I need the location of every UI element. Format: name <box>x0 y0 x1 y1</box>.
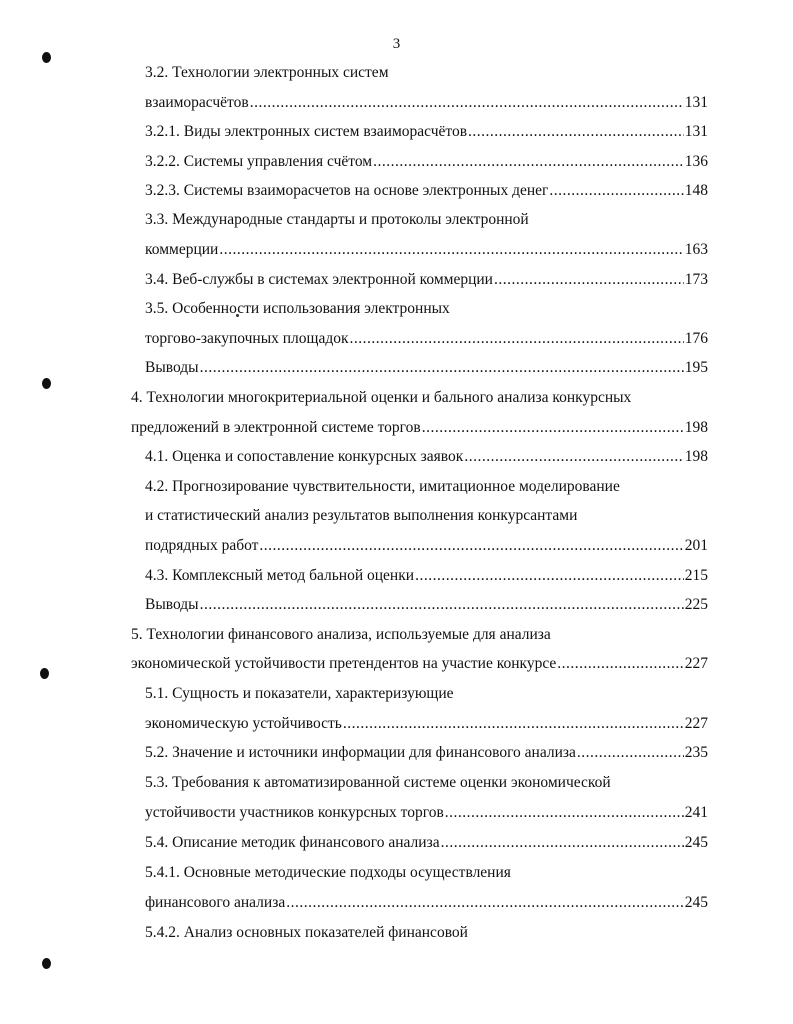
toc-entry-title: 5.4.1. Основные методические подходы осуществления <box>145 864 511 881</box>
toc-entry-title: 5.4. Описание методик финансового анализа <box>145 834 440 851</box>
toc-entry-3-5-cont[interactable] <box>145 328 708 350</box>
toc-entry-4-1[interactable] <box>145 446 708 468</box>
toc-entry-title: торгово-закупочных площадок <box>145 330 349 347</box>
toc-entry-3-5[interactable] <box>145 298 450 320</box>
toc-entry-title: 4.3. Комплексный метод бальной оценки <box>145 567 415 584</box>
toc-entry-title: 3.3. Международные стандарты и протоколы электронной <box>145 211 529 228</box>
toc-entry-4-3[interactable] <box>145 565 708 587</box>
toc-page-number: 245 <box>684 894 708 911</box>
toc-page-number: 225 <box>684 596 708 613</box>
toc-entry-title: 5.1. Сущность и показатели, характеризующие <box>145 685 454 702</box>
toc-entry-5-1[interactable] <box>145 683 454 705</box>
dot-leader <box>250 92 684 114</box>
toc-entry-title: 5.2. Значение и источники информации для финансового анализа <box>145 744 576 761</box>
toc-entry-3-3[interactable] <box>145 209 529 231</box>
dot-leader <box>422 417 684 439</box>
toc-entry-conclusions-3[interactable] <box>145 357 708 379</box>
punch-hole-mark <box>42 958 51 969</box>
toc-chapter-5[interactable] <box>131 624 551 646</box>
toc-entry-title: 5. Технологии финансового анализа, используемые для анализа <box>131 626 551 643</box>
toc-page-number: 235 <box>684 744 708 761</box>
toc-entry-title: Выводы <box>145 359 199 376</box>
toc-entry-title: экономической устойчивости претендентов на участие конкурсе <box>131 655 557 672</box>
dot-leader <box>373 151 684 173</box>
toc-page-number: 245 <box>684 834 708 851</box>
dot-leader <box>549 180 683 202</box>
toc-entry-5-4-1[interactable] <box>145 862 511 884</box>
toc-entry-5-2[interactable] <box>145 742 708 764</box>
toc-page-number: 198 <box>684 419 708 436</box>
dot-leader <box>577 742 684 764</box>
toc-page-number: 215 <box>684 567 708 584</box>
toc-entry-5-3[interactable] <box>145 772 611 794</box>
toc-entry-title: экономическую устойчивость <box>145 715 342 732</box>
toc-entry-title: Выводы <box>145 596 199 613</box>
toc-entry-title: 5.3. Требования к автоматизированной системе оценки экономической <box>145 774 611 791</box>
toc-entry-title: предложений в электронной системе торгов <box>131 419 421 436</box>
dot-leader <box>343 713 684 735</box>
dot-leader <box>200 594 684 616</box>
toc-page-number: 136 <box>684 153 708 170</box>
toc-page-number: 198 <box>684 448 708 465</box>
toc-entry-title: 4.1. Оценка и сопоставление конкурсных заявок <box>145 448 464 465</box>
toc-entry-5-4[interactable] <box>145 832 708 854</box>
toc-entry-title: 4.2. Прогнозирование чувствительности, имитационное моделирование <box>145 478 620 495</box>
toc-entry-title: взаиморасчётов <box>145 94 249 111</box>
toc-entry-conclusions-4[interactable] <box>145 594 708 616</box>
dot-leader <box>286 892 684 914</box>
dot-leader <box>350 328 684 350</box>
dot-leader <box>494 269 684 291</box>
toc-entry-title: 3.2.1. Виды электронных систем взаиморасчётов <box>145 123 468 140</box>
toc-page-number: 131 <box>684 123 708 140</box>
toc-entry-title: устойчивости участников конкурсных торгов <box>145 804 444 821</box>
toc-entry-title: 3.2.3. Системы взаиморасчетов на основе электронных денег <box>145 182 549 199</box>
dot-leader <box>464 446 683 468</box>
dot-leader <box>259 535 683 557</box>
toc-chapter-4[interactable] <box>131 387 631 409</box>
punch-hole-mark <box>42 378 51 389</box>
toc-entry-3-2-1[interactable] <box>145 121 708 143</box>
dot-leader <box>557 653 683 675</box>
toc-entry-title: 3.5. Особенности использования электронных <box>145 300 450 317</box>
dot-leader <box>200 357 684 379</box>
toc-entry-title: подрядных работ <box>145 537 259 554</box>
toc-entry-3-2-cont[interactable] <box>145 92 708 114</box>
toc-entry-3-4[interactable] <box>145 269 708 291</box>
toc-entry-title: 4. Технологии многокритериальной оценки и бального анализа конкурсных <box>131 389 632 406</box>
dot-leader <box>445 802 684 824</box>
toc-page-number: 201 <box>684 537 708 554</box>
toc-entry-3-3-cont[interactable] <box>145 239 708 261</box>
toc-page-number: 163 <box>684 241 708 258</box>
toc-entry-title: финансового анализа <box>145 894 286 911</box>
page-number: 3 <box>392 36 401 52</box>
toc-entry-title: 3.2.2. Системы управления счётом <box>145 153 373 170</box>
toc-entry-title: 3.2. Технологии электронных систем <box>145 64 389 81</box>
toc-entry-title: и статистический анализ результатов выполнения конкурсантами <box>145 507 578 524</box>
toc-entry-5-1-cont[interactable] <box>145 713 708 735</box>
dot-leader <box>468 121 684 143</box>
toc-page-number: 173 <box>684 271 708 288</box>
toc-page-number: 227 <box>684 715 708 732</box>
dot-leader <box>219 239 683 261</box>
toc-chapter-5-cont[interactable] <box>131 653 708 675</box>
toc-page-number: 241 <box>684 804 708 821</box>
toc-entry-5-4-1-cont[interactable] <box>145 892 708 914</box>
toc-page-number: 176 <box>684 330 708 347</box>
toc-page-number: 227 <box>684 655 708 672</box>
punch-hole-mark <box>42 52 51 63</box>
toc-chapter-4-cont[interactable] <box>131 417 708 439</box>
toc-entry-4-2[interactable] <box>145 476 620 498</box>
toc-entry-4-2-cont2[interactable] <box>145 535 708 557</box>
toc-page-number: 148 <box>684 182 708 199</box>
toc-entry-title: коммерции <box>145 241 219 258</box>
toc-entry-title: 3.4. Веб-службы в системах электронной коммерции <box>145 271 493 288</box>
toc-entry-title: 5.4.2. Анализ основных показателей финансовой <box>145 924 468 941</box>
toc-entry-5-4-2[interactable] <box>145 922 468 944</box>
toc-entry-3-2-2[interactable] <box>145 151 708 173</box>
toc-entry-3-2[interactable] <box>145 62 389 84</box>
punch-hole-mark <box>40 668 49 679</box>
toc-entry-3-2-3[interactable] <box>145 180 708 202</box>
toc-page-number: 131 <box>684 94 708 111</box>
dot-leader <box>415 565 684 587</box>
toc-entry-5-3-cont[interactable] <box>145 802 708 824</box>
toc-entry-4-2-cont[interactable] <box>145 505 577 527</box>
dot-leader <box>441 832 684 854</box>
toc-page-number: 195 <box>684 359 708 376</box>
